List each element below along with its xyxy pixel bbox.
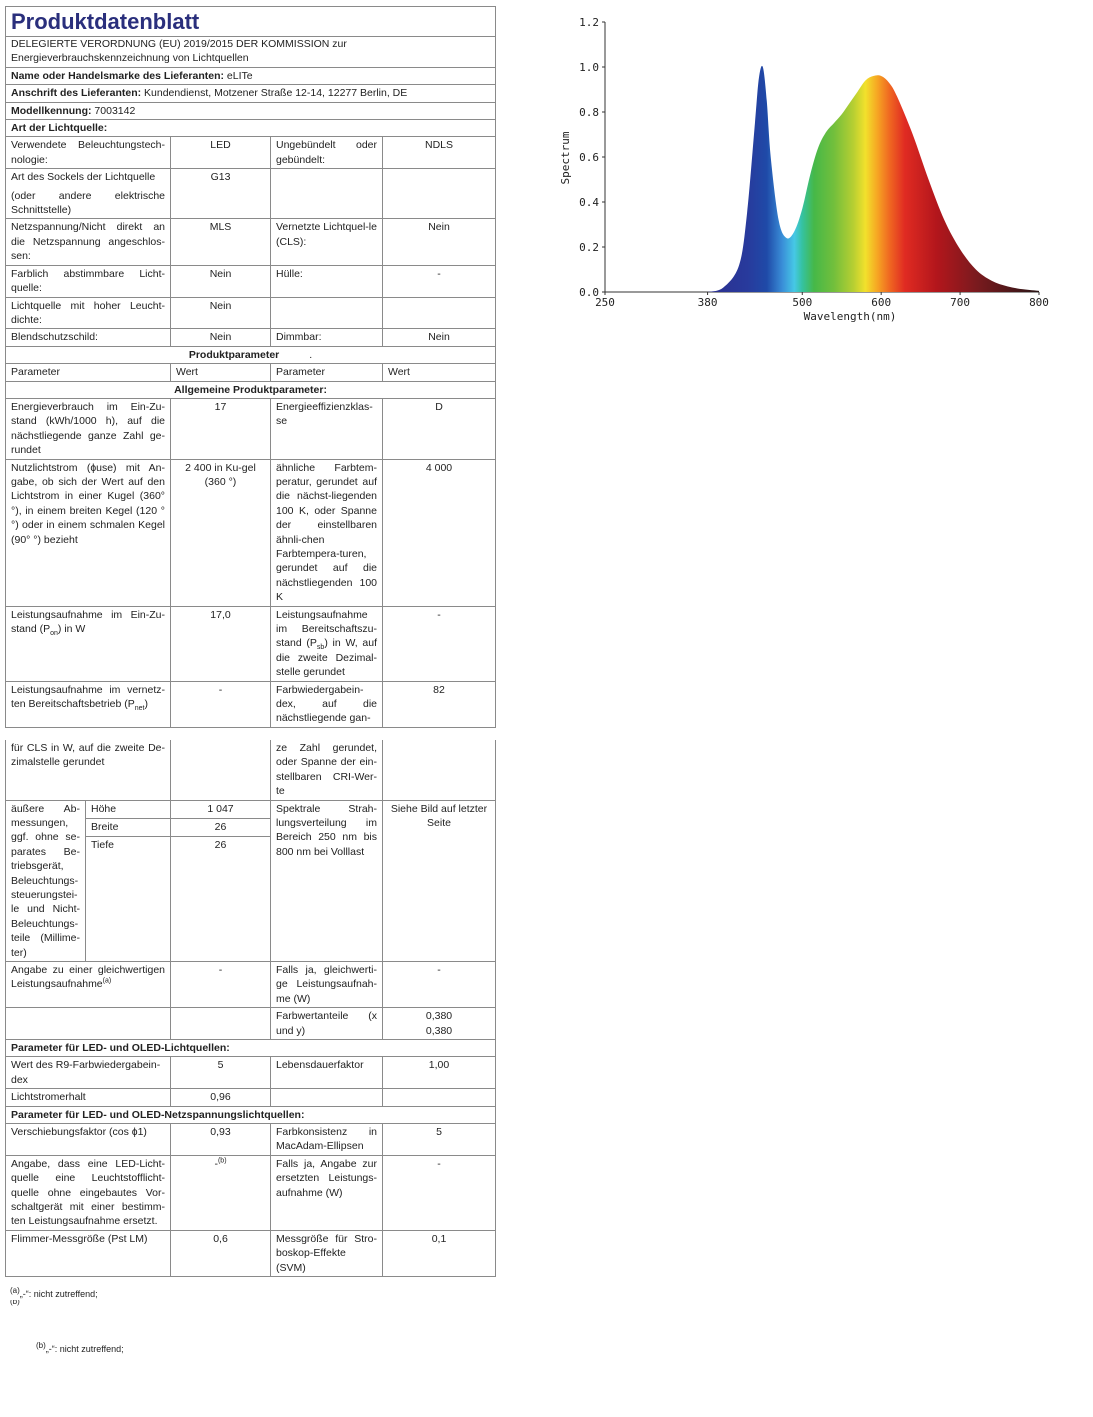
product-parameters-heading bbox=[6, 346, 496, 363]
dimensions-label: äußere Ab-messungen, ggf. ohne se-parates Be-triebsgerät, Beleuchtungs-steuerungstei-le und Nicht-Beleuchtungs-teile (Millime-ter) bbox=[6, 800, 86, 961]
width-label: Breite bbox=[86, 818, 171, 836]
replacement-claim-dash: - bbox=[214, 1157, 218, 1170]
footnote-a bbox=[10, 1286, 98, 1300]
cap-type-label-a: Art des Sockels der Lichtquelle bbox=[11, 171, 156, 184]
footnote-b-text: „-“: nicht zutreffend; bbox=[45, 1344, 124, 1354]
technology-label: Verwendete Beleuchtungstech-nologie: bbox=[6, 137, 171, 169]
mains-label: Netzspannung/Nicht direkt an die Netzspannung angeschlos-sen: bbox=[6, 219, 171, 265]
cri-label: Farbwiedergabein-dex, auf die nächstliegende gan- bbox=[271, 681, 383, 727]
empty-cell bbox=[171, 1008, 271, 1040]
lumen-maintenance-label: Lichtstromerhalt bbox=[6, 1089, 171, 1106]
colour-consistency-value: 5 bbox=[383, 1124, 496, 1156]
flicker-label: Flimmer-Messgröße (Pst LM) bbox=[6, 1230, 171, 1276]
regulation-text: DELEGIERTE VERORDNUNG (EU) 2019/2015 DER KOMMISSION zur Energieverbrauchskennzeichnung von Lichtquellen bbox=[6, 37, 496, 68]
led-mains-heading: Parameter für LED- und OLED-Netzspannungslichtquellen: bbox=[6, 1106, 496, 1123]
x-tick-label: 600 bbox=[871, 296, 892, 309]
address-row bbox=[6, 85, 496, 102]
luminous-flux-label: Nutzlichtstrom (ɸuse) mit An-gabe, ob sich der Wert auf den Lichtstrom in einer Kugel (360° °), in einem breiten Kegel (120 °°) oder in einem schmalen Kegel (90° °) bezieht bbox=[6, 459, 171, 606]
on-mode-power-label bbox=[6, 606, 171, 681]
empty-cell bbox=[383, 740, 496, 800]
standby-power-text: Leistungsaufnahme im Bereitschaftszu-stand (P bbox=[276, 608, 377, 650]
high-luminance-label: Lichtquelle mit hoher Leucht-dichte: bbox=[6, 297, 171, 329]
y-tick-label: 0.8 bbox=[579, 106, 599, 119]
stray-dot: . bbox=[309, 348, 313, 361]
networked-standby-unit: ) bbox=[144, 698, 148, 711]
cap-type-label-b: (oder andere elektrische Schnittstelle) bbox=[11, 189, 165, 217]
supplier-name-row bbox=[6, 67, 496, 84]
y-axis-label: Spectrum bbox=[559, 131, 572, 185]
footnote-b-mark-2: (b) bbox=[36, 1341, 46, 1350]
width-value: 26 bbox=[171, 818, 271, 836]
lumen-maintenance-value: 0,96 bbox=[171, 1089, 271, 1106]
x-tick-label: 500 bbox=[792, 296, 813, 309]
general-parameters-heading: Allgemeine Produktparameter: bbox=[6, 381, 496, 398]
on-mode-power-text: Leistungsaufnahme im Ein-Zu-stand (P bbox=[11, 608, 165, 636]
model-id: 7003142 bbox=[94, 104, 136, 117]
spectral-distribution-label: Spektrale Strah-lungsverteilung im Bereich 250 nm bis 800 nm bei Volllast bbox=[271, 800, 383, 961]
product-parameters-title: Produktparameter bbox=[188, 348, 280, 361]
replacement-claim-value bbox=[171, 1155, 271, 1230]
high-luminance-value: Nein bbox=[171, 297, 271, 329]
anti-glare-label: Blendschutzschild: bbox=[6, 329, 171, 346]
header-parameter: Parameter bbox=[6, 364, 171, 381]
y-tick-label: 1.2 bbox=[579, 16, 599, 29]
header-parameter-2: Parameter bbox=[271, 364, 383, 381]
energy-consumption-value: 17 bbox=[171, 398, 271, 459]
y-tick-label: 0.0 bbox=[579, 286, 599, 299]
cls-label: Vernetzte Lichtquel-le (CLS): bbox=[271, 219, 383, 265]
dimmable-value: Nein bbox=[383, 329, 496, 346]
energy-class-label: Energieeffizienzklas-se bbox=[271, 398, 383, 459]
envelope-value: - bbox=[383, 265, 496, 297]
networked-subscript: net bbox=[134, 705, 145, 713]
chromaticity-label: Farbwertanteile (x und y) bbox=[271, 1008, 383, 1040]
anti-glare-value: Nein bbox=[171, 329, 271, 346]
footnote-b bbox=[36, 1342, 124, 1356]
displacement-factor-value: 0,93 bbox=[171, 1124, 271, 1156]
empty-cell bbox=[271, 169, 383, 219]
r9-value: 5 bbox=[171, 1057, 271, 1089]
envelope-label: Hülle: bbox=[271, 265, 383, 297]
stroboscopic-value: 0,1 bbox=[383, 1230, 496, 1276]
replaced-power-label: Falls ja, Angabe zur ersetzten Leistungs-aufnahme (W) bbox=[271, 1155, 383, 1230]
depth-value: 26 bbox=[171, 837, 271, 962]
height-label: Höhe bbox=[86, 800, 171, 818]
networked-standby-label bbox=[6, 681, 171, 727]
stroboscopic-label: Messgröße für Stro-boskop-Effekte (SVM) bbox=[271, 1230, 383, 1276]
address-label: Anschrift des Lieferanten: bbox=[11, 87, 142, 100]
directional-label: Ungebündelt oder gebündelt: bbox=[271, 137, 383, 169]
dimmable-label: Dimmbar: bbox=[271, 329, 383, 346]
page-break-gap bbox=[6, 727, 496, 740]
x-tick-label: 380 bbox=[697, 296, 718, 309]
cct-label: ähnliche Farbtem-peratur, gerundet auf die nächst-liegenden 100 K, oder Spanne der einstellbaren ähnli-chen Farbtempera-turen, gerundet auf die nächstliegenden 100 K bbox=[271, 459, 383, 606]
equivalent-power-label bbox=[6, 961, 171, 1007]
x-tick-label: 250 bbox=[595, 296, 615, 309]
luminous-flux-value: 2 400 in Ku-gel (360 °) bbox=[171, 459, 271, 606]
y-tick-label: 0.2 bbox=[579, 241, 599, 254]
empty-cell bbox=[6, 1008, 171, 1040]
tunable-label: Farblich abstimmbare Licht-quelle: bbox=[6, 265, 171, 297]
networked-standby-text: Leistungsaufnahme im vernetz-ten Bereitschaftsbetrieb (P bbox=[11, 683, 165, 711]
footnotes bbox=[10, 1286, 98, 1306]
empty-cell bbox=[383, 169, 496, 219]
energy-class-value: D bbox=[383, 398, 496, 459]
cap-type-label bbox=[6, 169, 171, 219]
empty-cell bbox=[171, 740, 271, 800]
replacement-claim-label: Angabe, dass eine LED-Licht-quelle eine Leuchtstofflicht-quelle ohne eingebautes Vor-schaltgerät mit einer bestimm-ten Leistungsaufnahme ersetzt. bbox=[6, 1155, 171, 1230]
footnote-a-mark: (a) bbox=[10, 1286, 20, 1295]
height-value: 1 047 bbox=[171, 800, 271, 818]
product-datasheet-table bbox=[5, 6, 496, 1277]
x-tick-labels bbox=[595, 292, 1049, 309]
r9-label: Wert des R9-Farbwiedergabein-dex bbox=[6, 1057, 171, 1089]
x-tick-label: 800 bbox=[1029, 296, 1049, 309]
directional-value: NDLS bbox=[383, 137, 496, 169]
cri-value: 82 bbox=[383, 681, 496, 727]
y-tick-label: 0.4 bbox=[579, 196, 599, 209]
cap-type-value: G13 bbox=[171, 169, 271, 219]
y-tick-labels bbox=[579, 16, 605, 299]
chromaticity-x: 0,380 bbox=[425, 1010, 453, 1023]
flicker-value: 0,6 bbox=[171, 1230, 271, 1276]
light-type-heading: Art der Lichtquelle: bbox=[6, 120, 496, 137]
model-label: Modellkennung: bbox=[11, 104, 92, 117]
standby-power-value: - bbox=[383, 606, 496, 681]
technology-value: LED bbox=[171, 137, 271, 169]
networked-standby-label-cont: für CLS in W, auf die zweite De-zimalstelle gerundet bbox=[6, 740, 171, 800]
empty-cell bbox=[383, 1089, 496, 1106]
supplier-name: eLITe bbox=[226, 69, 253, 82]
empty-cell bbox=[271, 1089, 383, 1106]
cri-label-cont: ze Zahl gerundet, oder Spanne der ein-stellbaren CRI-Wer-te bbox=[271, 740, 383, 800]
y-tick-label: 1.0 bbox=[579, 61, 599, 74]
footnote-b-mark: (b) bbox=[10, 1300, 20, 1306]
on-mode-power-unit: ) in W bbox=[57, 623, 86, 636]
chromaticity-y: 0,380 bbox=[425, 1024, 453, 1037]
displacement-factor-label: Verschiebungsfaktor (cos ɸ1) bbox=[6, 1124, 171, 1156]
tunable-value: Nein bbox=[171, 265, 271, 297]
standby-power-unit: ) in W, auf die zweite Dezimal-stelle gerundet bbox=[276, 637, 378, 679]
x-axis-label: Wavelength(nm) bbox=[803, 310, 897, 323]
empty-cell bbox=[271, 297, 383, 329]
equivalent-power-w-label: Falls ja, gleichwerti-ge Leistungsaufnah-me (W) bbox=[271, 961, 383, 1007]
cls-value: Nein bbox=[383, 219, 496, 265]
replaced-power-value: - bbox=[383, 1155, 496, 1230]
on-mode-power-value: 17,0 bbox=[171, 606, 271, 681]
header-value: Wert bbox=[171, 364, 271, 381]
colour-consistency-label: Farbkonsistenz in MacAdam-Ellipsen bbox=[271, 1124, 383, 1156]
footnote-a-text: „-“: nicht zutreffend; bbox=[19, 1289, 98, 1299]
standby-power-label bbox=[271, 606, 383, 681]
equivalent-power-text: Angabe zu einer gleichwertigen Leistungsaufnahme bbox=[11, 963, 165, 991]
survival-factor-value: 1,00 bbox=[383, 1057, 496, 1089]
page-title: Produktdatenblatt bbox=[6, 7, 496, 37]
model-row bbox=[6, 102, 496, 119]
supplier-name-label: Name oder Handelsmarke des Lieferanten: bbox=[11, 69, 224, 82]
footnote-b-ref: (b) bbox=[217, 1157, 227, 1165]
spectral-distribution-value: Siehe Bild auf letzter Seite bbox=[383, 800, 496, 961]
on-mode-subscript: on bbox=[50, 630, 58, 638]
mains-value: MLS bbox=[171, 219, 271, 265]
empty-cell bbox=[383, 297, 496, 329]
x-tick-label: 700 bbox=[950, 296, 971, 309]
spectrum-chart bbox=[552, 10, 1052, 330]
equivalent-power-w-value: - bbox=[383, 961, 496, 1007]
led-parameters-heading: Parameter für LED- und OLED-Lichtquellen: bbox=[6, 1040, 496, 1057]
survival-factor-label: Lebensdauerfaktor bbox=[271, 1057, 383, 1089]
equivalent-power-value: - bbox=[171, 961, 271, 1007]
chromaticity-value bbox=[383, 1008, 496, 1040]
y-tick-label: 0.6 bbox=[579, 151, 599, 164]
networked-standby-value: - bbox=[171, 681, 271, 727]
footnote-b-partial bbox=[10, 1300, 98, 1306]
address: Kundendienst, Motzener Straße 12-14, 12277 Berlin, DE bbox=[144, 87, 408, 100]
spectrum-area bbox=[708, 66, 1039, 292]
standby-subscript: sb bbox=[316, 644, 325, 652]
header-value-2: Wert bbox=[383, 364, 496, 381]
cct-value: 4 000 bbox=[383, 459, 496, 606]
depth-label: Tiefe bbox=[86, 837, 171, 962]
energy-consumption-label: Energieverbrauch im Ein-Zu-stand (kWh/1000 h), auf die nächstliegende ganze Zahl ge-rundet bbox=[6, 398, 171, 459]
footnote-a-ref: (a) bbox=[102, 977, 112, 985]
